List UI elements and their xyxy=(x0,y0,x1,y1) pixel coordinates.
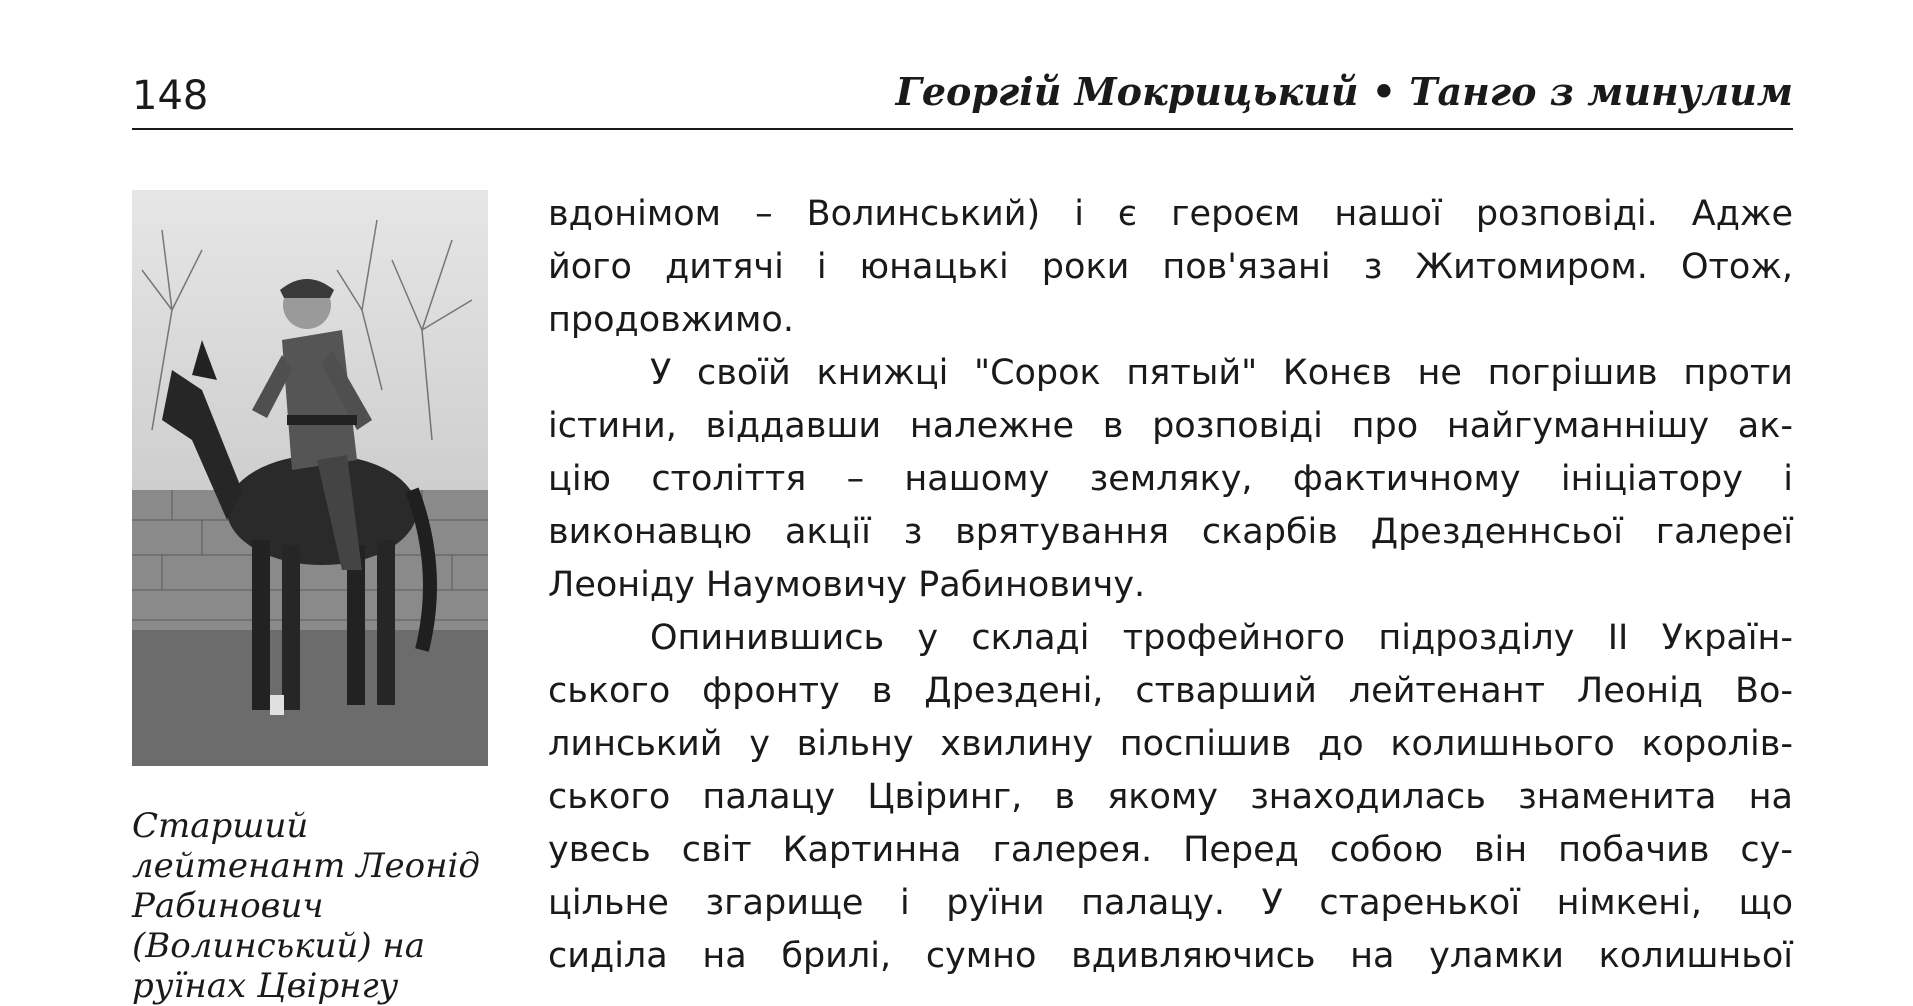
text-line: вдонімом – Волинський) і є героєм нашої розповіді. Адже xyxy=(548,194,1793,234)
photo-caption: Старший лейтенант Леонід Рабинович (Волинський) на руїнах Цвірнгу xyxy=(132,806,480,1006)
running-title: Георгій Мокрицький • Танго з минулим xyxy=(895,69,1793,114)
page-number: 148 xyxy=(132,73,209,119)
text-line: ського фронту в Дрездені, стварший лейтенант Леонід Во- xyxy=(548,671,1793,711)
body-text xyxy=(548,188,1793,983)
text-line: цію століття – нашому земляку, фактичному ініціатору і xyxy=(548,459,1793,499)
header-rule xyxy=(132,128,1793,130)
text-line: сиділа на брилі, сумно вдивляючись на уламки колишньої xyxy=(548,936,1793,976)
text-line: виконавцю акції з врятування скарбів Дрезденнсьої галереї xyxy=(548,512,1793,552)
text-line: линський у вільну хвилину поспішив до колишнього королів- xyxy=(548,724,1793,764)
text-line: Леоніду Наумовичу Рабиновичу. xyxy=(548,565,1146,605)
text-line: істини, віддавши належне в розповіді про найгуманнішу ак- xyxy=(548,406,1793,446)
text-line: цільне згарище і руїни палацу. У старенької німкені, що xyxy=(548,883,1793,923)
text-line: ського палацу Цвіринг, в якому знаходилась знаменита на xyxy=(548,777,1793,817)
archival-photo xyxy=(132,190,488,766)
text-line: У своїй книжці "Сорок пятый" Конєв не погрішив проти xyxy=(650,353,1793,393)
text-line: його дитячі і юнацькі роки пов'язані з Житомиром. Отож, xyxy=(548,247,1793,287)
text-line: продовжимо. xyxy=(548,300,794,340)
text-line: Опинившись у складі трофейного підрозділу ІІ Україн- xyxy=(650,618,1793,658)
text-line: увесь світ Картинна галерея. Перед собою він побачив су- xyxy=(548,830,1793,870)
